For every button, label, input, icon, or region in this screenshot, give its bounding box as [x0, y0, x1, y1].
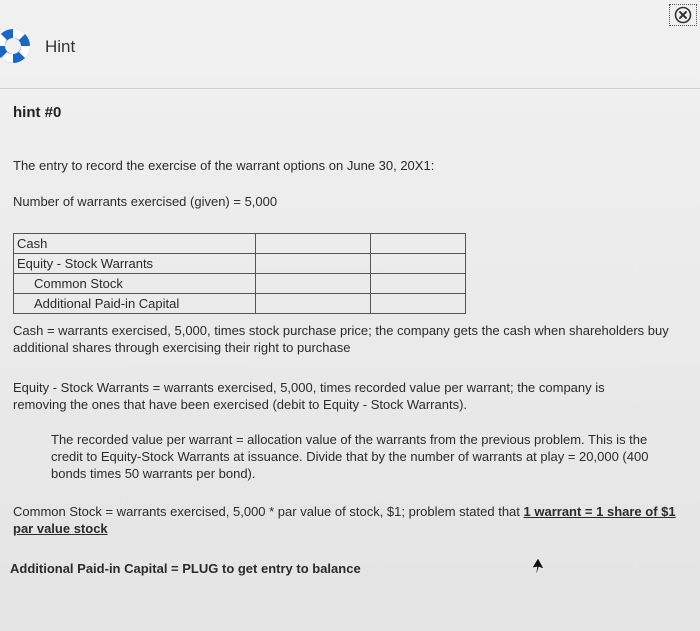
equity-explanation: Equity - Stock Warrants = warrants exercised, 5,000, times recorded value per warrant; the company is removing the ones that have been exercised (debit to Equity - Stock Warrants). [13, 380, 605, 412]
credit-cell [371, 254, 466, 274]
table-row [14, 274, 466, 294]
lifebuoy-icon [0, 25, 34, 67]
debit-cell [256, 274, 371, 294]
mouse-cursor-icon [531, 557, 545, 575]
hint-header [0, 0, 700, 89]
close-button[interactable] [669, 4, 697, 26]
table-row [14, 234, 466, 254]
debit-cell [256, 294, 371, 314]
account-cell: Common Stock [14, 274, 256, 294]
common-stock-explanation [13, 503, 678, 537]
debit-cell [256, 234, 371, 254]
account-cell: Equity - Stock Warrants [14, 254, 256, 274]
common-stock-text: Common Stock = warrants exercised, 5,000 * par value of stock, $1; problem stated that [13, 504, 524, 519]
cash-explanation: Cash = warrants exercised, 5,000, times stock purchase price; the company gets the cash when shareholders buy additional shares through exercising their right to purchase [13, 323, 669, 355]
credit-cell [371, 294, 466, 314]
journal-entry-table [13, 233, 466, 314]
table-row [14, 294, 466, 314]
given-text: Number of warrants exercised (given) = 5,000 [13, 194, 278, 209]
intro-text: The entry to record the exercise of the warrant options on June 30, 20X1: [13, 158, 435, 173]
apic-explanation: Additional Paid-in Capital = PLUG to get entry to balance [10, 561, 361, 576]
table-row [14, 254, 466, 274]
recorded-value-explanation: The recorded value per warrant = allocation value of the warrants from the previous problem. This is the credit to Equity-Stock Warrants at issuance. Divide that by the number of warrants at play = 20,000 (400 bonds times 50 warrants per bond). [51, 432, 649, 481]
page-title: Hint [45, 37, 76, 56]
hint-number: hint #0 [13, 104, 62, 121]
account-cell: Cash [14, 234, 256, 254]
credit-cell [371, 234, 466, 254]
debit-cell [256, 254, 371, 274]
close-icon [674, 6, 692, 24]
credit-cell [371, 274, 466, 294]
par-value-emphasis: 1 warrant = 1 share of $1 par value stock [13, 504, 676, 536]
account-cell: Additional Paid-in Capital [14, 294, 256, 314]
